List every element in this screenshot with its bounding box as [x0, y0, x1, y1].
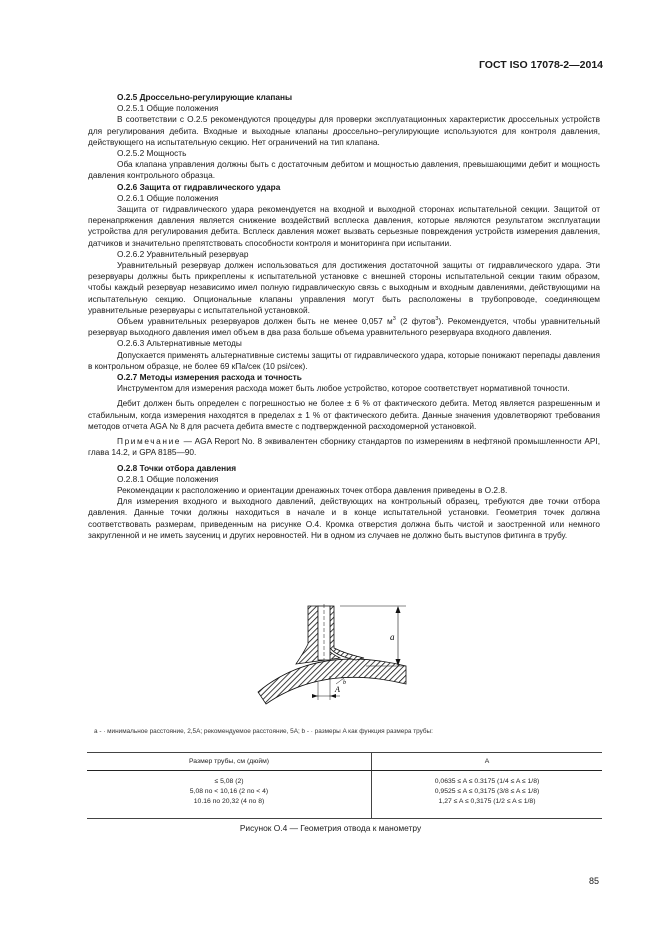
superscript: 3 — [435, 316, 439, 323]
paragraph: Оба клапана управления должны быть с достаточным дебитом и мощностью давления, превышающими дебит и мощность давления контрольного образца. — [88, 159, 600, 181]
page-number: 85 — [588, 876, 599, 886]
pressure-tap-figure — [256, 604, 426, 714]
section-heading: O.2.5 Дроссельно-регулирующие клапаны — [117, 92, 293, 102]
paragraph-text: (2 футов — [395, 316, 436, 327]
section-heading: О.2.6 Защита от гидравлического удара — [117, 181, 281, 192]
paragraph: Инструментом для измерения расхода может быть любое устройство, которое соответствует нормативной точности. — [117, 383, 570, 394]
section-heading: О.2.8 Точки отбора давления — [117, 462, 237, 473]
subsection-title: О.2.6.2 Уравнительный резервуар — [117, 248, 249, 259]
dimension-label-A: A — [335, 685, 340, 694]
subsection-title: О.2.6.3 Альтернативные методы — [117, 338, 242, 349]
table-cell-a-ranges — [372, 771, 603, 819]
paragraph: Дебит должен быть определен с погрешностью не более ± 6 % от фактического дебита. Метод является разрешенным и стабильным, когда измерения находятся в пределах ± 1 % от фактического дебита. Данные значения удовлетворяют требования методов отчета AGA № 8 для расчета дебита вместе с подтвержденной расходомерной установкой. — [88, 398, 600, 431]
section-heading: О.2.7 Методы измерения расхода и точность — [117, 372, 302, 383]
table-row — [87, 771, 602, 819]
table-cell-line: 0,9525 ≤ A ≤ 0,3175 (3/8 ≤ A ≤ 1/8) — [434, 788, 540, 795]
subsection-title: О.2.6.1 Общие положения — [117, 192, 219, 203]
paragraph: Для измерения входного и выходного давлений, действующих на контрольный образец, требуются две точки отбора давления. Данные точки должны находиться в начале и в конце испытательной установки. Геометрия точек должна соответствовать размерам, приведенным на рисунке О.4. Кромка отверстия должна быть чистой и заостренной или немного закругленной и не иметь заусениц и других неровностей. Ни в одном из случаев не должно быть выступов фитинга в трубу. — [88, 496, 600, 540]
document-body — [88, 92, 600, 541]
table-header-pipe-size: Размер трубы, см (дюйм) — [87, 753, 372, 771]
note-text: — AGA Report No. 8 эквивалентен сборнику стандартов по измерениям в нефтяной промышленности API, глава 14.2, и GPA 8185—90. — [88, 436, 600, 458]
subsection-title: О.2.5.2 Мощность — [117, 148, 187, 159]
paragraph: В соответствии с О.2.5 рекомендуются процедуры для проверки эксплуатационных характеристик дроссельных устройств для регулирования дебита. Входные и выходные клапаны дроссельно–регулирующие используются для контроля давления, действующего на испытательную секцию. Нет ограничений на тип клапана. — [88, 114, 600, 147]
dimension-label-a: a — [390, 632, 395, 642]
paragraph-text: ). Рекомендуется, чтобы уравнительный резервуар выходного давления имел объем в два раза больше объема уравнительного резервуара входного давления. — [88, 316, 600, 338]
table-cell-line: 0,0635 ≤ A ≤ 0.3175 (1/4 ≤ A ≤ 1/8) — [434, 778, 540, 785]
superscript: 3 — [392, 316, 396, 323]
paragraph: Допускается применять альтернативные системы защиты от гидравлического удара, которые понижают перепады давления в контрольном образце, не более 69 кПа/сек (10 psi/сек). — [88, 349, 600, 371]
pipe-size-table — [87, 752, 602, 819]
figure-legend: a - · минимальное расстояние, 2,5A; рекомендуемое расстояние, 5A; b - · размеры A как функция размера трубы: — [94, 728, 433, 735]
tap-bore — [318, 606, 330, 660]
subsection-title: О.2.8.1 Общие положения — [117, 473, 219, 484]
table-cell-pipe-sizes — [87, 771, 372, 819]
table-cell-line: 1,27 ≤ A ≤ 0,3175 (1/2 ≤ A ≤ 1/8) — [438, 798, 536, 805]
table-cell-line: 10.16 по 20,32 (4 по 8) — [193, 798, 265, 805]
figure-caption: Рисунок О.4 — Геометрия отвода к манометру — [239, 823, 422, 833]
table-cell-line: ≤ 5,08 (2) — [214, 778, 244, 785]
table-cell-line: 5,08 по < 10,16 (2 по < 4) — [189, 788, 269, 795]
table-header-row — [87, 753, 602, 771]
note-label: Примечание — [117, 436, 182, 447]
paragraph: Уравнительный резервуар должен использоваться для достижения достаточной защиты от гидравлического удара. Эти резервуары должны быть прикреплены к испытательной установке с внешней стороны испытательной секции таким образом, чтобы каждый резервуар независимо имел полную гидравлическую связь с выходным и входным давлениями, действующими на испытательную секцию. Опциональные клапаны управления могут быть расположены в трубопроводе, соединяющем уравнительные резервуары с испытательной установкой. — [88, 260, 600, 315]
paragraph: Защита от гидравлического удара рекомендуется на входной и выходной сторонах испытательной секции. Защитой от перенапряжения давления является снижение воздействий всплеска давления, которые являются результатом эксплуатации устройства для регулирования дебита. Всплеск давления может вызвать серьезные повреждения устройств измерения давления, датчиков и значительно препятствовать способности контроля и мониторинга при испытании. — [88, 204, 600, 248]
dimension-label-b: b — [343, 680, 346, 686]
paragraph: Рекомендации к расположению и ориентации дренажных точек отбора давления приведены в О.2.8. — [117, 484, 508, 495]
paragraph-text: Объем уравнительных резервуаров должен быть не менее 0,057 м — [117, 316, 393, 327]
table-header-a: A — [372, 753, 603, 771]
paragraph — [88, 316, 600, 338]
subsection-title: О.2.5.1 Общие положения — [117, 103, 219, 114]
document-header: ГОСТ ISO 17078-2—2014 — [478, 59, 603, 71]
note-paragraph — [88, 436, 600, 458]
